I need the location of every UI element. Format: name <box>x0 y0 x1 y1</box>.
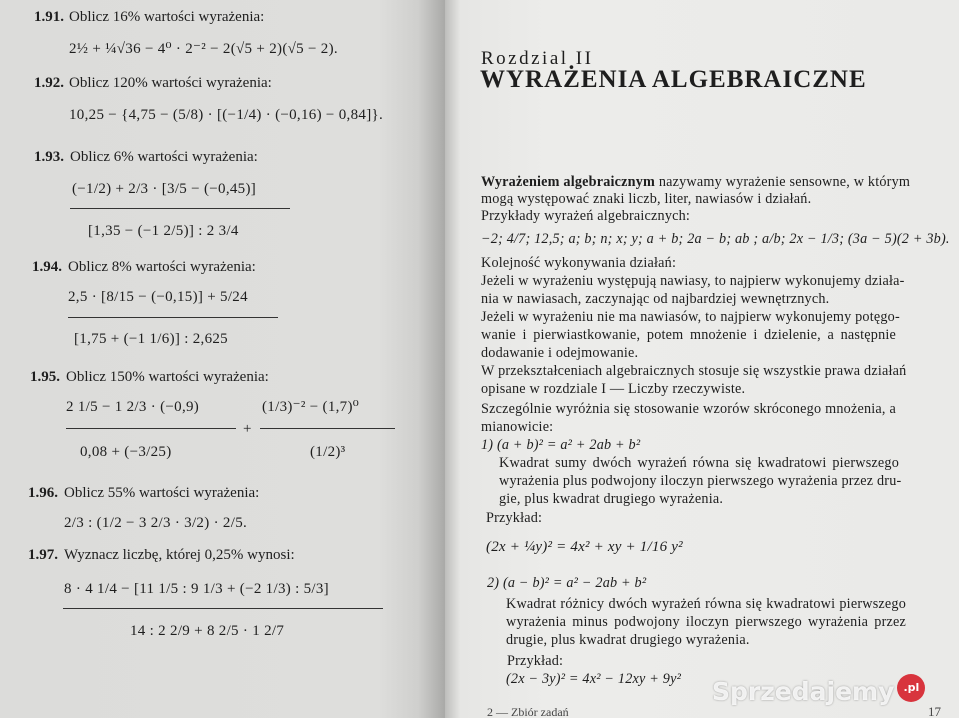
watermark <box>712 678 925 706</box>
fraction-bar <box>66 428 236 429</box>
fraction-bar <box>63 608 383 609</box>
exercise-denominator: 0,08 + (−3/25) <box>80 444 172 460</box>
exercise-number: 1.93. <box>34 149 64 165</box>
paragraph-line: Jeżeli w wyrażeniu nie ma nawiasów, to najpierw wykonujemy potęgo- <box>481 309 900 325</box>
paragraph-line: nia w nawiasach, zaczynając od najbardziej wewnętrznych. <box>481 291 830 307</box>
paragraph-line: mianowicie: <box>481 419 554 435</box>
exercise-expression: 10,25 − {4,75 − (5/8) · [(−1/4) · (−0,16) − 0,84]}. <box>69 107 384 123</box>
exercise-number: 1.91. <box>34 9 64 25</box>
exercise-denominator: 14 : 2 2/9 + 8 2/5 · 1 2/7 <box>130 623 285 639</box>
formula-line: 2) (a − b)² = a² − 2ab + b² <box>487 575 647 591</box>
formula-line: (2x + ¼y)² = 4x² + xy + 1/16 y² <box>486 539 683 555</box>
paragraph-line: gie, plus kwadrat drugiego wyrażenia. <box>499 491 724 507</box>
exercise-prompt: Oblicz 150% wartości wyrażenia: <box>66 369 269 385</box>
fraction-bar <box>260 428 395 429</box>
exercise-number: 1.94. <box>32 259 62 275</box>
exercise-number: 1.92. <box>34 75 64 91</box>
text: nazywamy wyrażenie sensowne, w którym <box>655 174 911 190</box>
exercise-prompt: Oblicz 6% wartości wyrażenia: <box>70 149 258 165</box>
exercise-numerator: (−1/2) + 2/3 · [3/5 − (−0,45)] <box>72 181 257 197</box>
page-footer: 2 — Zbiór zadań <box>487 705 569 719</box>
paragraph-line: opisane w rozdziale I — Liczby rzeczywiste. <box>481 381 746 397</box>
paragraph-line: wyrażenia plus podwojony iloczyn pierwszego wyrażenia przez dru- <box>499 473 902 489</box>
paragraph-line: drugie, plus kwadrat drugiego wyrażenia. <box>506 632 750 648</box>
formula-line: (2x − 3y)² = 4x² − 12xy + 9y² <box>506 671 682 687</box>
exercise-numerator: 2,5 · [8/15 − (−0,15)] + 5/24 <box>68 289 248 305</box>
exercise-number: 1.95. <box>30 369 60 385</box>
exercise-number: 1.97. <box>28 547 58 563</box>
watermark-logo: Sprzedajemy <box>712 677 895 706</box>
paragraph-line: Kwadrat sumy dwóch wyrażeń równa się kwadratowi pierwszego <box>499 455 899 471</box>
chapter-title: WYRAŻENIA ALGEBRAICZNE <box>480 66 867 93</box>
paragraph-line: W przekształceniach algebraicznych stosuje się wszystkie prawa działań <box>481 363 907 379</box>
paragraph-line: wanie i pierwiastkowanie, potem mnożenie i dzielenie, a następnie <box>481 327 896 343</box>
exercise-number: 1.96. <box>28 485 58 501</box>
paragraph-line: Kolejność wykonywania działań: <box>481 255 677 271</box>
paragraph-line: Kwadrat różnicy dwóch wyrażeń równa się kwadratowi pierwszego <box>506 596 906 612</box>
exercise-expression: 2/3 : (1/2 − 3 2/3 · 3/2) · 2/5. <box>64 515 248 531</box>
paragraph-line: wyrażenia minus podwojony iloczyn pierwszego wyrażenia przez <box>506 614 906 630</box>
paragraph-line: mogą występować znaki liczb, liter, nawiasów i działań. <box>481 191 812 207</box>
exercise-prompt: Oblicz 16% wartości wyrażenia: <box>69 9 265 25</box>
exercise-numerator: 2 1/5 − 1 2/3 · (−0,9) <box>66 399 200 415</box>
exercise-denominator: [1,75 + (−1 1/6)] : 2,625 <box>74 331 228 347</box>
exercise-prompt: Oblicz 8% wartości wyrażenia: <box>68 259 256 275</box>
example-label: Przykład: <box>507 653 564 669</box>
paragraph-line: dodawanie i odejmowanie. <box>481 345 639 361</box>
exercise-prompt: Oblicz 120% wartości wyrażenia: <box>69 75 272 91</box>
paragraph-line: Szczególnie wyróżnia się stosowanie wzorów skróconego mnożenia, a <box>481 401 896 417</box>
formula-line: 1) (a + b)² = a² + 2ab + b² <box>481 437 641 453</box>
exercise-denominator: (1/2)³ <box>310 444 346 460</box>
exercise-prompt: Oblicz 55% wartości wyrażenia: <box>64 485 260 501</box>
exercise-denominator: [1,35 − (−1 2/5)] : 2 3/4 <box>88 223 239 239</box>
exercise-prompt: Wyznacz liczbę, której 0,25% wynosi: <box>64 547 295 563</box>
example-label: Przykład: <box>486 510 543 526</box>
exercise-numerator: (1/3)⁻² − (1,7)⁰ <box>262 399 360 415</box>
paragraph-line <box>481 173 911 191</box>
paragraph-line: Przykłady wyrażeń algebraicznych: <box>481 208 691 224</box>
paragraph-line: Jeżeli w wyrażeniu występują nawiasy, to najpierw wykonujemy działa- <box>481 273 905 289</box>
exercise-expression: 2½ + ¼√36 − 4⁰ · 2⁻² − 2(√5 + 2)(√5 − 2). <box>69 41 338 57</box>
term-bold: Wyrażeniem algebraicznym <box>481 174 656 190</box>
watermark-badge: .pl <box>897 674 925 702</box>
chapter-label: Rozdzial II <box>481 48 594 69</box>
fraction-bar <box>68 317 278 318</box>
formula-line: −2; 4/7; 12,5; a; b; n; x; y; a + b; 2a − b; ab ; a/b; 2x − 1/3; (3a − 5)(2 + 3b). <box>481 231 950 247</box>
fraction-bar <box>70 208 290 209</box>
page-number: 17 <box>928 704 941 719</box>
exercise-numerator: 8 · 4 1/4 − [11 1/5 : 9 1/3 + (−2 1/3) : 5/3] <box>64 581 329 597</box>
plus-sign: + <box>243 421 252 437</box>
